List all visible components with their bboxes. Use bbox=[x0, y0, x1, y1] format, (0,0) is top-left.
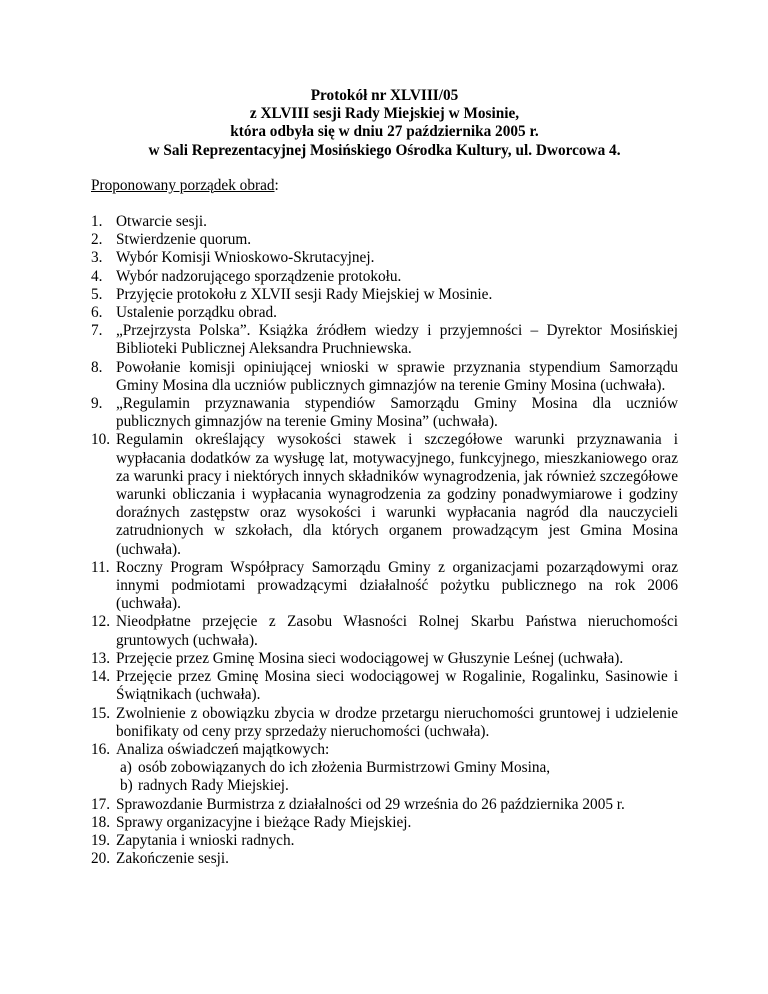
agenda-item bbox=[91, 395, 678, 431]
agenda-item bbox=[91, 231, 678, 249]
agenda-intro-suffix: : bbox=[274, 176, 279, 194]
agenda-intro-label: Proponowany porządek obrad bbox=[91, 176, 275, 194]
agenda-item bbox=[91, 286, 678, 304]
agenda-item-number: 15. bbox=[91, 704, 111, 722]
agenda-item-number: 9. bbox=[91, 395, 103, 413]
agenda-item-number: 3. bbox=[91, 249, 103, 267]
agenda-item-text: Sprawy organizacyjne i bieżące Rady Miejskiej. bbox=[116, 813, 412, 831]
agenda-item-text: Wybór Komisji Wnioskowo-Skrutacyjnej. bbox=[116, 249, 375, 267]
agenda-item bbox=[91, 796, 678, 814]
agenda-subitem-letter: a) bbox=[120, 759, 132, 777]
agenda-item-text: „Przejrzysta Polska”. Książka źródłem wiedzy i przyjemności – Dyrektor Mosińskiej Biblioteki Publicznej Aleksandra Pruchniewska. bbox=[116, 322, 678, 358]
venue-line: w Sali Reprezentacyjnej Mosińskiego Ośrodka Kultury, ul. Dworcowa 4. bbox=[148, 141, 621, 159]
protocol-number: Protokół nr XLVIII/05 bbox=[310, 87, 459, 104]
agenda-subitem bbox=[116, 759, 678, 777]
agenda-item bbox=[91, 431, 678, 558]
agenda-item-number: 14. bbox=[91, 668, 111, 686]
date-line: która odbyła się w dniu 27 października 2005 r. bbox=[230, 123, 539, 141]
agenda-item-text: Regulamin określający wysokości stawek i szczegółowe warunki przyznawania i wypłacania dodatków za wysługę lat, motywacyjnego, funkcyjnego, mieszkaniowego oraz za warunki pracy i niektórych innych składników wynagrodzenia, jak również szczegółowe warunki obliczania i wypłacania wynagrodzenia za godziny ponadwymiarowe i godziny doraźnych zastępstw oraz wysokości i warunki wypłacania nagród dla nauczycieli zatrudnionych w szkołach, dla których organem prowadzącym jest Gmina Mosina (uchwała). bbox=[116, 431, 678, 558]
agenda-item-number: 12. bbox=[91, 613, 111, 631]
agenda-intro bbox=[91, 177, 678, 195]
document-page bbox=[91, 87, 678, 868]
agenda-item-text: Zakończenie sesji. bbox=[116, 850, 229, 868]
agenda-item-text: Analiza oświadczeń majątkowych: bbox=[116, 740, 330, 758]
agenda-item bbox=[91, 249, 678, 267]
agenda-item bbox=[91, 850, 678, 868]
agenda-item-text: Nieodpłatne przejęcie z Zasobu Własności Rolnej Skarbu Państwa nieruchomości gruntowych (uchwała). bbox=[116, 613, 678, 649]
agenda-item-text: „Regulamin przyznawania stypendiów Samorządu Gminy Mosina dla uczniów publicznych gimnazjów na terenie Gminy Mosina” (uchwała). bbox=[116, 395, 678, 431]
agenda-item bbox=[91, 559, 678, 614]
agenda-item bbox=[91, 613, 678, 649]
agenda-item-text: Otwarcie sesji. bbox=[116, 213, 207, 231]
agenda-item-number: 18. bbox=[91, 813, 111, 831]
agenda-item bbox=[91, 213, 678, 231]
protocol-heading bbox=[91, 87, 678, 160]
agenda-item bbox=[91, 322, 678, 358]
agenda-item-text: Przejęcie przez Gminę Mosina sieci wodociągowej w Głuszynie Leśnej (uchwała). bbox=[116, 649, 624, 667]
agenda-subitem-text: osób zobowiązanych do ich złożenia Burmistrzowi Gminy Mosina, bbox=[138, 759, 551, 777]
agenda-item-number: 4. bbox=[91, 267, 103, 285]
agenda-item-text: Ustalenie porządku obrad. bbox=[116, 304, 277, 322]
agenda-item-number: 10. bbox=[91, 431, 111, 449]
agenda-item-text: Wybór nadzorującego sporządzenie protokołu. bbox=[116, 267, 402, 285]
agenda-item-number: 6. bbox=[91, 304, 103, 322]
agenda-item-number: 7. bbox=[91, 322, 103, 340]
agenda-sublist bbox=[116, 759, 678, 795]
agenda-item-number: 16. bbox=[91, 740, 111, 758]
agenda-list bbox=[91, 213, 678, 868]
agenda-item bbox=[91, 668, 678, 704]
agenda-item-number: 11. bbox=[91, 558, 110, 576]
agenda-item bbox=[91, 814, 678, 832]
agenda-subitem bbox=[116, 777, 678, 795]
agenda-item bbox=[91, 650, 678, 668]
agenda-item-number: 2. bbox=[91, 231, 103, 249]
agenda-item bbox=[91, 304, 678, 322]
agenda-item-text: Sprawozdanie Burmistrza z działalności od 29 września do 26 października 2005 r. bbox=[116, 795, 625, 813]
agenda-item-text: Powołanie komisji opiniującej wnioski w sprawie przyznania stypendium Samorządu Gminy Mosina dla uczniów publicznych gimnazjów na terenie Gminy Mosina (uchwała). bbox=[116, 358, 678, 394]
agenda-item-number: 17. bbox=[91, 795, 111, 813]
agenda-item-number: 13. bbox=[91, 649, 111, 667]
agenda-item bbox=[91, 741, 678, 796]
agenda-item-text: Stwierdzenie quorum. bbox=[116, 231, 252, 249]
agenda-item-text: Przejęcie przez Gminę Mosina sieci wodociągowej w Rogalinie, Rogalinku, Sasinowie i Świątnikach (uchwała). bbox=[116, 668, 678, 704]
agenda-item-number: 8. bbox=[91, 358, 103, 376]
agenda-item-number: 19. bbox=[91, 831, 111, 849]
agenda-item-text: Roczny Program Współpracy Samorządu Gminy z organizacjami pozarządowymi oraz innymi podmiotami prowadzącymi działalność pożytku publicznego na rok 2006 (uchwała). bbox=[116, 558, 678, 613]
agenda-item bbox=[91, 268, 678, 286]
agenda-item-text: Zapytania i wnioski radnych. bbox=[116, 831, 295, 849]
agenda-subitem-letter: b) bbox=[120, 777, 133, 795]
agenda-item-text: Zwolnienie z obowiązku zbycia w drodze przetargu nieruchomości gruntowej i udzielenie bonifikaty od ceny przy sprzedaży nieruchomości (uchwała). bbox=[116, 704, 678, 740]
agenda-subitem-text: radnych Rady Miejskiej. bbox=[138, 777, 289, 795]
agenda-item bbox=[91, 832, 678, 850]
session-line: z XLVIII sesji Rady Miejskiej w Mosinie, bbox=[249, 105, 520, 123]
agenda-item-number: 1. bbox=[91, 213, 103, 231]
agenda-item-text: Przyjęcie protokołu z XLVII sesji Rady Miejskiej w Mosinie. bbox=[116, 285, 493, 303]
agenda-item bbox=[91, 359, 678, 395]
agenda-item bbox=[91, 705, 678, 741]
agenda-item-number: 5. bbox=[91, 285, 103, 303]
agenda-item-number: 20. bbox=[91, 850, 111, 868]
